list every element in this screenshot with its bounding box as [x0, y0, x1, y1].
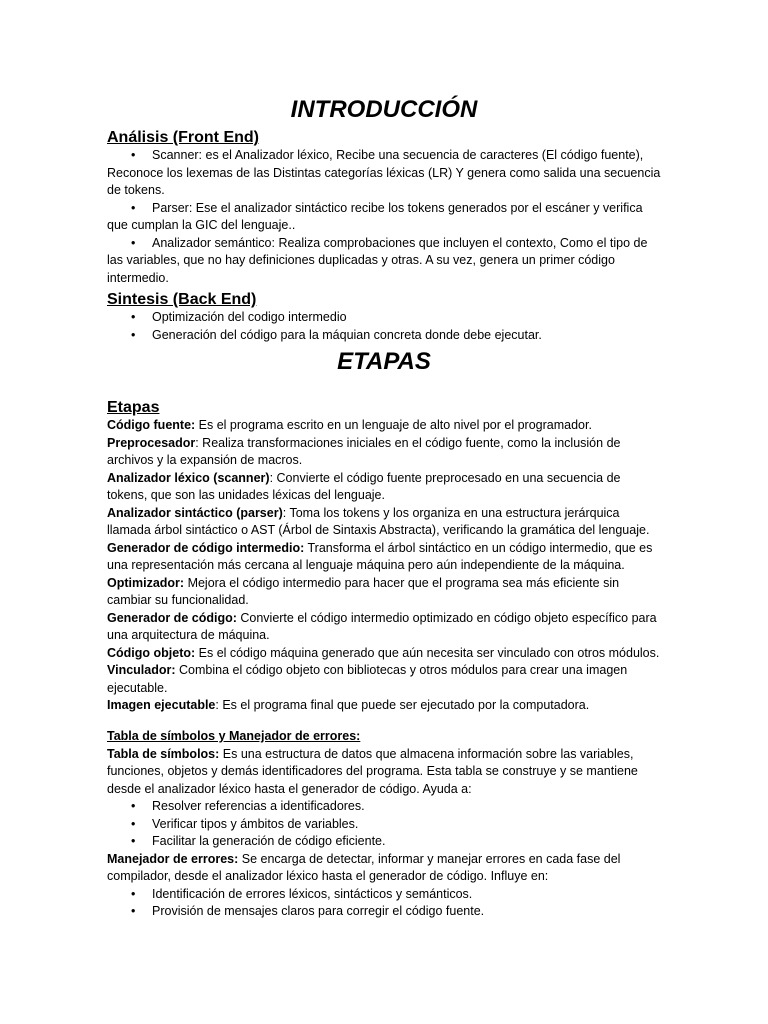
etapa-entry — [107, 645, 661, 663]
etapa-term: Analizador sintáctico (parser) — [107, 505, 283, 520]
etapa-entry — [107, 610, 661, 645]
list-item: • Generación del código para la máquian concreta donde debe ejecutar. — [107, 327, 661, 345]
etapas-title: ETAPAS — [337, 348, 431, 375]
etapa-text: : Convierte el código fuente preprocesado en una secuencia de tokens, que son las unidades léxicas del lenguaje. — [107, 470, 621, 502]
etapa-term: Optimizador: — [107, 575, 185, 590]
etapa-entry — [107, 417, 661, 435]
errores-term: Manejador de errores: — [107, 851, 239, 866]
list-item: • Resolver referencias a identificadores. — [107, 798, 661, 816]
etapa-text: Transforma el árbol sintáctico en un código intermedio, que es una representación más cercana al lenguaje máquina pero aún independiente de la máquina. — [107, 540, 653, 572]
etapa-entry — [107, 575, 661, 610]
list-item: • Verificar tipos y ámbitos de variables. — [107, 816, 661, 834]
front-end-heading: Análisis (Front End) — [107, 129, 259, 146]
etapa-entry — [107, 662, 661, 697]
etapa-text: Mejora el código intermedio para hacer que el programa sea más eficiente sin cambiar su funcionalidad. — [107, 575, 620, 607]
list-item: • Parser: Ese el analizador sintáctico recibe los tokens generados por el escáner y verifica que cumplan la GIC del lenguaje.. — [107, 200, 661, 235]
etapas-heading: Etapas — [107, 399, 160, 416]
list-item: • Identificación de errores léxicos, sintácticos y semánticos. — [107, 886, 661, 904]
tabla-section — [107, 728, 661, 921]
list-item: • Scanner: es el Analizador léxico, Recibe una secuencia de caracteres (El código fuente), Reconoce los lexemas de las Distintas categorías léxicas (LR) Y genera como salida una secuencia de tokens. — [107, 147, 661, 200]
errores-paragraph — [107, 851, 661, 886]
etapa-term: Código fuente: — [107, 418, 196, 432]
etapa-term: Analizador léxico (scanner) — [107, 470, 270, 485]
errores-text: Se encarga de detectar, informar y manejar errores en cada fase del compilador, desde el analizador léxico hasta el generador de código. Influye en: — [107, 851, 621, 883]
etapa-entry — [107, 505, 661, 540]
etapa-text: Es el código máquina generado que aún necesita ser vinculado con otros módulos. — [195, 645, 660, 660]
list-item: • Optimización del codigo intermedio — [107, 309, 661, 327]
errores-list — [107, 886, 661, 921]
simbolos-text: Es una estructura de datos que almacena información sobre las variables, funciones, objetos y demás identificadores del programa. Esta tabla se construye y se mantiene desde el analizador léxico hasta el generador de código. Ayuda a: — [107, 746, 638, 796]
simbolos-list — [107, 798, 661, 851]
simbolos-paragraph — [107, 746, 661, 799]
back-end-section — [107, 290, 661, 344]
etapa-term: Preprocesador — [107, 435, 196, 450]
etapa-entry — [107, 540, 661, 575]
etapa-text: Es el programa escrito en un lenguaje de alto nivel por el programador. — [195, 418, 592, 432]
back-end-heading: Sintesis (Back End) — [107, 291, 257, 308]
list-item: • Analizador semántico: Realiza comprobaciones que incluyen el contexto, Como el tipo de las variables, que no hay definiciones duplicadas y otras. A su vez, genera un primer código intermedio. — [107, 235, 661, 288]
tabla-heading: Tabla de símbolos y Manejador de errores: — [107, 729, 361, 743]
front-end-section — [107, 128, 661, 287]
back-end-list — [107, 309, 661, 344]
etapa-entry — [107, 435, 661, 470]
etapa-text: Combina el código objeto con bibliotecas y otros módulos para crear una imagen ejecutable. — [107, 663, 628, 695]
etapas-entries — [107, 417, 661, 715]
etapa-term: Código objeto: — [107, 645, 196, 660]
etapa-term: Vinculador: — [107, 663, 176, 677]
etapa-term: Generador de código: — [107, 610, 237, 625]
etapas-section — [107, 398, 661, 715]
etapa-entry — [107, 470, 661, 505]
etapa-entry — [107, 697, 661, 715]
front-end-list — [107, 147, 661, 287]
etapa-text: : Toma los tokens y los organiza en una estructura jerárquica llamada árbol sintáctico o AST (Árbol de Sintaxis Abstracta), verificando la gramática del lenguaje. — [107, 505, 650, 537]
list-item: • Facilitar la generación de código eficiente. — [107, 833, 661, 851]
etapa-text: Convierte el código intermedio optimizado en código objeto específico para una arquitectura de máquina. — [107, 610, 657, 642]
list-item: • Provisión de mensajes claros para corregir el código fuente. — [107, 903, 661, 921]
etapa-term: Imagen ejecutable — [107, 698, 216, 712]
etapa-text: : Realiza transformaciones iniciales en el código fuente, como la inclusión de archivos y la expansión de macros. — [107, 435, 621, 467]
simbolos-term: Tabla de símbolos: — [107, 746, 220, 761]
etapa-text: : Es el programa final que puede ser ejecutado por la computadora. — [215, 698, 590, 712]
etapa-term: Generador de código intermedio: — [107, 540, 305, 555]
intro-title: INTRODUCCIÓN — [290, 96, 478, 123]
